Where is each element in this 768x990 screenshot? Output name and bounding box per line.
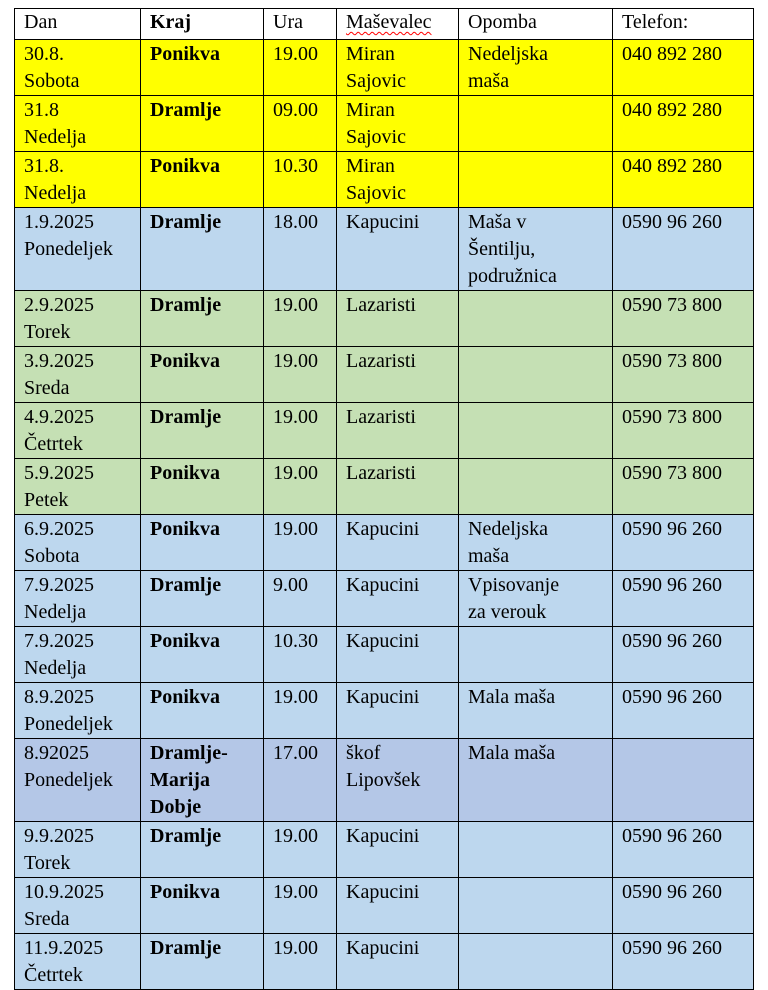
cell-dan-line: 2.9.2025 bbox=[24, 294, 94, 316]
cell-masevalec bbox=[337, 878, 459, 934]
cell-kraj-line: Dramlje bbox=[150, 825, 222, 847]
cell-masevalec bbox=[337, 571, 459, 627]
cell-dan bbox=[15, 291, 141, 347]
cell-opomba bbox=[459, 822, 613, 878]
cell-opomba bbox=[459, 347, 613, 403]
cell-dan-line: Ponedeljek bbox=[24, 713, 113, 735]
cell-dan-line: Ponedeljek bbox=[24, 238, 113, 260]
cell-masevalec bbox=[337, 40, 459, 96]
table-row bbox=[15, 96, 754, 152]
cell-kraj-line: Dramlje bbox=[150, 406, 222, 428]
cell-dan-line: 10.9.2025 bbox=[24, 881, 104, 903]
cell-kraj-line: Ponikva bbox=[150, 881, 221, 903]
cell-kraj bbox=[141, 208, 264, 291]
cell-ura: 19.00 bbox=[264, 40, 337, 96]
cell-kraj bbox=[141, 934, 264, 990]
cell-masevalec bbox=[337, 627, 459, 683]
cell-opomba bbox=[459, 459, 613, 515]
header-row bbox=[15, 9, 754, 40]
cell-opomba-line: Maša v bbox=[468, 211, 527, 233]
cell-dan bbox=[15, 627, 141, 683]
cell-masevalec bbox=[337, 347, 459, 403]
cell-opomba bbox=[459, 291, 613, 347]
cell-dan bbox=[15, 683, 141, 739]
cell-masevalec bbox=[337, 739, 459, 822]
cell-kraj bbox=[141, 403, 264, 459]
cell-kraj bbox=[141, 347, 264, 403]
cell-dan bbox=[15, 571, 141, 627]
table-row bbox=[15, 571, 754, 627]
cell-opomba bbox=[459, 152, 613, 208]
cell-opomba bbox=[459, 934, 613, 990]
cell-masevalec-line: Sajovic bbox=[346, 126, 406, 148]
cell-dan-line: Sobota bbox=[24, 70, 80, 92]
cell-dan-line: 31.8. bbox=[24, 155, 64, 177]
cell-dan-line: Sobota bbox=[24, 545, 80, 567]
cell-dan bbox=[15, 40, 141, 96]
table-row bbox=[15, 152, 754, 208]
cell-masevalec-line: Lazaristi bbox=[346, 462, 416, 484]
cell-dan-line: 11.9.2025 bbox=[24, 937, 104, 959]
header-telefon: Telefon: bbox=[613, 9, 754, 40]
cell-ura: 10.30 bbox=[264, 152, 337, 208]
cell-kraj-line: Dramlje bbox=[150, 937, 222, 959]
cell-kraj-line: Dramlje- bbox=[150, 742, 228, 764]
cell-ura: 9.00 bbox=[264, 571, 337, 627]
cell-opomba-line: Nedeljska bbox=[468, 518, 548, 540]
cell-masevalec-line: Kapucini bbox=[346, 881, 420, 903]
cell-telefon: 040 892 280 bbox=[613, 40, 754, 96]
cell-kraj-line: Dramlje bbox=[150, 99, 222, 121]
cell-telefon: 0590 96 260 bbox=[613, 627, 754, 683]
cell-opomba-line: podružnica bbox=[468, 265, 557, 287]
cell-kraj-line: Dobje bbox=[150, 796, 202, 818]
header-dan: Dan bbox=[15, 9, 141, 40]
cell-opomba-line: Šentilju, bbox=[468, 238, 536, 260]
cell-dan-line: Nedelja bbox=[24, 601, 87, 623]
cell-opomba-line: Mala maša bbox=[468, 742, 556, 764]
cell-telefon: 0590 73 800 bbox=[613, 347, 754, 403]
cell-telefon: 0590 96 260 bbox=[613, 878, 754, 934]
cell-ura: 17.00 bbox=[264, 739, 337, 822]
cell-dan-line: Nedelja bbox=[24, 182, 87, 204]
cell-kraj-line: Dramlje bbox=[150, 211, 222, 233]
cell-dan-line: 30.8. bbox=[24, 43, 64, 65]
cell-kraj bbox=[141, 459, 264, 515]
cell-masevalec-line: Lazaristi bbox=[346, 406, 416, 428]
cell-dan-line: 5.9.2025 bbox=[24, 462, 94, 484]
cell-telefon: 0590 96 260 bbox=[613, 208, 754, 291]
cell-ura: 19.00 bbox=[264, 291, 337, 347]
table-row bbox=[15, 459, 754, 515]
cell-opomba bbox=[459, 96, 613, 152]
cell-telefon: 0590 96 260 bbox=[613, 822, 754, 878]
cell-dan-line: 1.9.2025 bbox=[24, 211, 94, 233]
cell-opomba bbox=[459, 515, 613, 571]
cell-kraj bbox=[141, 571, 264, 627]
cell-masevalec bbox=[337, 96, 459, 152]
cell-ura: 19.00 bbox=[264, 822, 337, 878]
cell-opomba-line: maša bbox=[468, 545, 510, 567]
header-kraj: Kraj bbox=[141, 9, 264, 40]
cell-masevalec-line: Kapucini bbox=[346, 518, 420, 540]
table-row bbox=[15, 208, 754, 291]
cell-dan bbox=[15, 739, 141, 822]
table-row bbox=[15, 403, 754, 459]
cell-kraj bbox=[141, 627, 264, 683]
cell-dan bbox=[15, 96, 141, 152]
table-row bbox=[15, 347, 754, 403]
cell-telefon: 0590 96 260 bbox=[613, 934, 754, 990]
cell-opomba-line: Nedeljska bbox=[468, 43, 548, 65]
table-row bbox=[15, 934, 754, 990]
cell-dan-line: Četrtek bbox=[24, 433, 83, 455]
cell-telefon bbox=[613, 739, 754, 822]
cell-dan-line: 31.8 bbox=[24, 99, 59, 121]
cell-kraj bbox=[141, 515, 264, 571]
cell-dan bbox=[15, 347, 141, 403]
cell-ura: 18.00 bbox=[264, 208, 337, 291]
cell-kraj-line: Ponikva bbox=[150, 350, 221, 372]
cell-dan-line: Torek bbox=[24, 852, 71, 874]
cell-kraj-line: Dramlje bbox=[150, 294, 222, 316]
cell-dan bbox=[15, 515, 141, 571]
cell-masevalec-line: Sajovic bbox=[346, 182, 406, 204]
cell-dan-line: Nedelja bbox=[24, 657, 87, 679]
cell-ura: 19.00 bbox=[264, 934, 337, 990]
cell-masevalec-line: Kapucini bbox=[346, 686, 420, 708]
cell-opomba bbox=[459, 571, 613, 627]
cell-kraj-line: Ponikva bbox=[150, 686, 221, 708]
cell-masevalec-line: Kapucini bbox=[346, 574, 420, 596]
cell-masevalec bbox=[337, 291, 459, 347]
cell-masevalec-line: Kapucini bbox=[346, 211, 420, 233]
cell-ura: 19.00 bbox=[264, 878, 337, 934]
cell-dan-line: Četrtek bbox=[24, 964, 83, 986]
cell-kraj-line: Ponikva bbox=[150, 462, 221, 484]
cell-telefon: 0590 96 260 bbox=[613, 515, 754, 571]
cell-dan-line: 6.9.2025 bbox=[24, 518, 94, 540]
cell-opomba bbox=[459, 208, 613, 291]
cell-dan bbox=[15, 152, 141, 208]
cell-kraj bbox=[141, 152, 264, 208]
cell-masevalec-line: Lazaristi bbox=[346, 294, 416, 316]
table-row bbox=[15, 40, 754, 96]
cell-masevalec bbox=[337, 822, 459, 878]
cell-dan bbox=[15, 878, 141, 934]
cell-telefon: 0590 96 260 bbox=[613, 683, 754, 739]
cell-dan bbox=[15, 403, 141, 459]
cell-masevalec bbox=[337, 208, 459, 291]
cell-dan-line: 7.9.2025 bbox=[24, 574, 94, 596]
cell-kraj bbox=[141, 822, 264, 878]
cell-ura: 19.00 bbox=[264, 515, 337, 571]
table-row bbox=[15, 683, 754, 739]
cell-opomba bbox=[459, 403, 613, 459]
cell-masevalec-line: Miran bbox=[346, 99, 395, 121]
cell-masevalec-line: Miran bbox=[346, 43, 395, 65]
cell-opomba bbox=[459, 40, 613, 96]
cell-kraj bbox=[141, 683, 264, 739]
cell-opomba-line: za verouk bbox=[468, 601, 547, 623]
cell-masevalec bbox=[337, 152, 459, 208]
cell-masevalec-line: Sajovic bbox=[346, 70, 406, 92]
cell-kraj-line: Ponikva bbox=[150, 630, 221, 652]
cell-opomba bbox=[459, 878, 613, 934]
schedule-body bbox=[15, 40, 754, 990]
header-ura: Ura bbox=[264, 9, 337, 40]
table-row bbox=[15, 739, 754, 822]
cell-dan-line: 8.9.2025 bbox=[24, 686, 94, 708]
cell-opomba bbox=[459, 627, 613, 683]
cell-telefon: 0590 73 800 bbox=[613, 459, 754, 515]
table-row bbox=[15, 627, 754, 683]
cell-dan bbox=[15, 459, 141, 515]
cell-masevalec-line: Lipovšek bbox=[346, 769, 421, 791]
cell-kraj-line: Ponikva bbox=[150, 43, 221, 65]
cell-ura: 19.00 bbox=[264, 459, 337, 515]
cell-masevalec-line: Lazaristi bbox=[346, 350, 416, 372]
header-masevalec bbox=[337, 9, 459, 40]
cell-kraj-line: Dramlje bbox=[150, 574, 222, 596]
header-opomba: Opomba bbox=[459, 9, 613, 40]
cell-kraj bbox=[141, 40, 264, 96]
cell-kraj-line: Ponikva bbox=[150, 155, 221, 177]
cell-dan bbox=[15, 934, 141, 990]
cell-dan-line: Torek bbox=[24, 321, 71, 343]
cell-telefon: 0590 73 800 bbox=[613, 291, 754, 347]
cell-dan-line: Ponedeljek bbox=[24, 769, 113, 791]
cell-masevalec-line: Kapucini bbox=[346, 937, 420, 959]
cell-opomba-line: Vpisovanje bbox=[468, 574, 560, 596]
cell-telefon: 040 892 280 bbox=[613, 96, 754, 152]
cell-dan bbox=[15, 208, 141, 291]
cell-dan-line: 7.9.2025 bbox=[24, 630, 94, 652]
cell-opomba bbox=[459, 739, 613, 822]
cell-dan-line: 9.9.2025 bbox=[24, 825, 94, 847]
cell-masevalec-line: Miran bbox=[346, 155, 395, 177]
cell-dan-line: Petek bbox=[24, 489, 69, 511]
table-row bbox=[15, 878, 754, 934]
cell-kraj bbox=[141, 291, 264, 347]
cell-opomba-line: Mala maša bbox=[468, 686, 556, 708]
cell-masevalec-line: Kapucini bbox=[346, 630, 420, 652]
cell-masevalec bbox=[337, 515, 459, 571]
cell-opomba bbox=[459, 683, 613, 739]
cell-dan-line: Nedelja bbox=[24, 126, 87, 148]
cell-dan-line: Sreda bbox=[24, 908, 70, 930]
cell-masevalec bbox=[337, 683, 459, 739]
cell-dan-line: Sreda bbox=[24, 377, 70, 399]
cell-kraj-line: Marija bbox=[150, 769, 210, 791]
cell-masevalec bbox=[337, 459, 459, 515]
cell-kraj bbox=[141, 739, 264, 822]
cell-telefon: 0590 96 260 bbox=[613, 571, 754, 627]
cell-ura: 09.00 bbox=[264, 96, 337, 152]
mass-schedule-table bbox=[14, 8, 754, 990]
cell-ura: 19.00 bbox=[264, 347, 337, 403]
cell-masevalec bbox=[337, 403, 459, 459]
cell-kraj bbox=[141, 878, 264, 934]
cell-dan bbox=[15, 822, 141, 878]
cell-kraj bbox=[141, 96, 264, 152]
cell-dan-line: 4.9.2025 bbox=[24, 406, 94, 428]
cell-dan-line: 3.9.2025 bbox=[24, 350, 94, 372]
header-masevalec-text: Maševalec bbox=[346, 11, 432, 33]
cell-ura: 10.30 bbox=[264, 627, 337, 683]
cell-ura: 19.00 bbox=[264, 403, 337, 459]
table-row bbox=[15, 822, 754, 878]
cell-dan-line: 8.92025 bbox=[24, 742, 89, 764]
cell-opomba-line: maša bbox=[468, 70, 510, 92]
table-row bbox=[15, 291, 754, 347]
cell-masevalec-line: škof bbox=[346, 742, 381, 764]
cell-telefon: 040 892 280 bbox=[613, 152, 754, 208]
cell-masevalec bbox=[337, 934, 459, 990]
cell-ura: 19.00 bbox=[264, 683, 337, 739]
table-row bbox=[15, 515, 754, 571]
cell-kraj-line: Ponikva bbox=[150, 518, 221, 540]
cell-masevalec-line: Kapucini bbox=[346, 825, 420, 847]
cell-telefon: 0590 73 800 bbox=[613, 403, 754, 459]
